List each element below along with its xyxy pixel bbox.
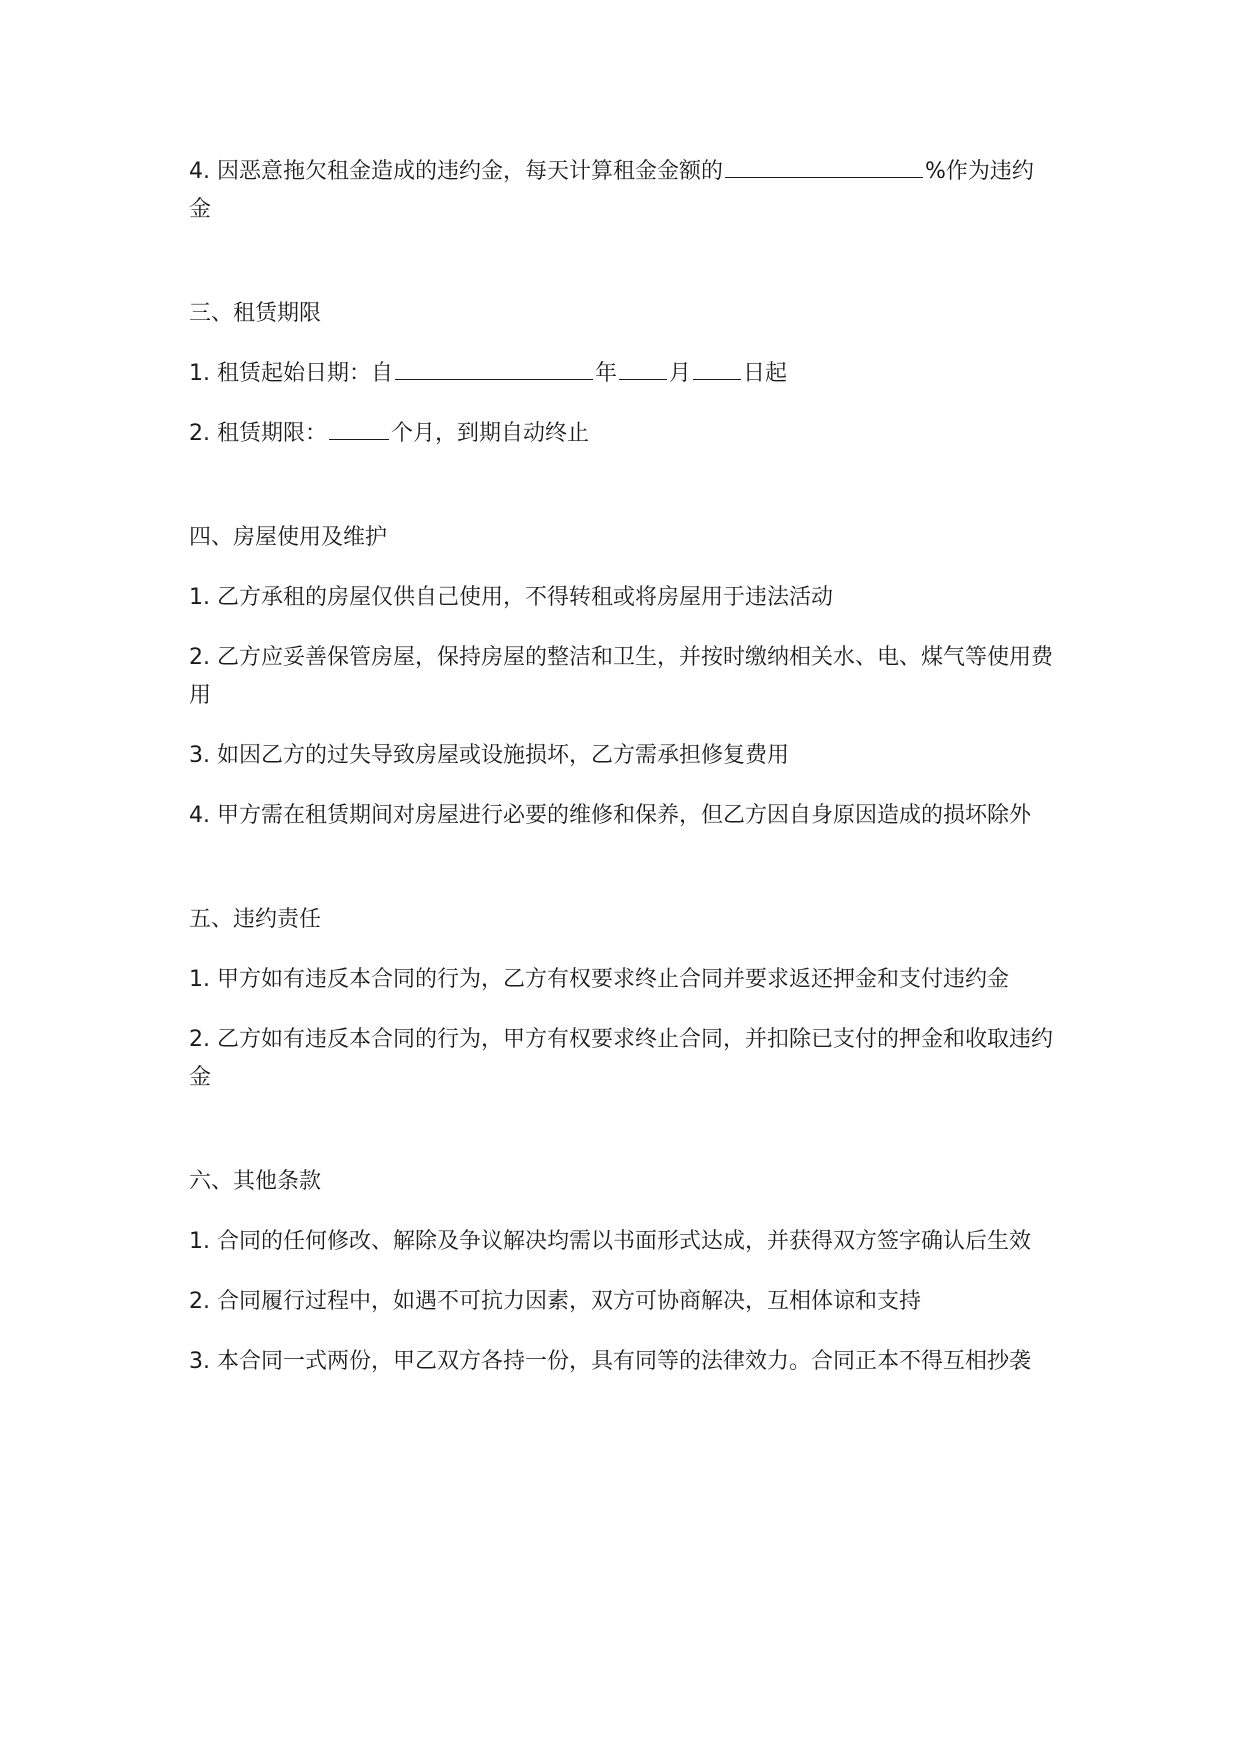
clause-item: 2. 乙方应妥善保管房屋，保持房屋的整洁和卫生，并按时缴纳相关水、电、煤气等使用费用 [189, 645, 1053, 708]
clause-item: 1. 合同的任何修改、解除及争议解决均需以书面形式达成，并获得双方签字确认后生效 [189, 1229, 1031, 1254]
clause-item: 4. 甲方需在租赁期间对房屋进行必要的维修和保养，但乙方因自身原因造成的损坏除外 [189, 803, 1031, 828]
clause-item: 2. 合同履行过程中，如遇不可抗力因素，双方可协商解决，互相体谅和支持 [189, 1289, 921, 1314]
clause-penalty-rate [189, 153, 1055, 229]
clause-text: 日起 [743, 361, 788, 386]
clause-item: 3. 本合同一式两份，甲乙双方各持一份，具有同等的法律效力。合同正本不得互相抄袭 [189, 1349, 1031, 1374]
clause-start-date [189, 355, 1055, 393]
clause-item: 2. 乙方如有违反本合同的行为，甲方有权要求终止合同，并扣除已支付的押金和收取违约金 [189, 1027, 1053, 1090]
clause-text: 4. 因恶意拖欠租金造成的违约金，每天计算租金金额的 [189, 159, 723, 184]
clause-item: 3. 如因乙方的过失导致房屋或设施损坏，乙方需承担修复费用 [189, 743, 789, 768]
section-heading-use-maintenance: 四、房屋使用及维护 [189, 525, 388, 550]
clause-text: 月 [669, 361, 692, 386]
section-heading-liability: 五、违约责任 [189, 907, 322, 932]
fill-blank-percent[interactable] [725, 153, 923, 178]
clause-lease-duration [189, 415, 1055, 453]
clause-text: 个月，到期自动终止 [390, 421, 589, 446]
clause-text: 2. 租赁期限： [189, 421, 327, 446]
clause-text: %作为违约金 [189, 159, 1034, 222]
section-heading-lease-term: 三、租赁期限 [189, 301, 322, 326]
section-heading-other-terms: 六、其他条款 [189, 1169, 322, 1194]
document-page [189, 153, 1055, 1403]
fill-blank-months[interactable] [329, 415, 389, 440]
clause-item: 1. 乙方承租的房屋仅供自己使用，不得转租或将房屋用于违法活动 [189, 585, 833, 610]
clause-item: 1. 甲方如有违反本合同的行为，乙方有权要求终止合同并要求返还押金和支付违约金 [189, 967, 1009, 992]
fill-blank-day[interactable] [693, 355, 741, 380]
fill-blank-month[interactable] [619, 355, 667, 380]
clause-text: 1. 租赁起始日期：自 [189, 361, 393, 386]
clause-text: 年 [594, 361, 617, 386]
fill-blank-year[interactable] [395, 355, 593, 380]
